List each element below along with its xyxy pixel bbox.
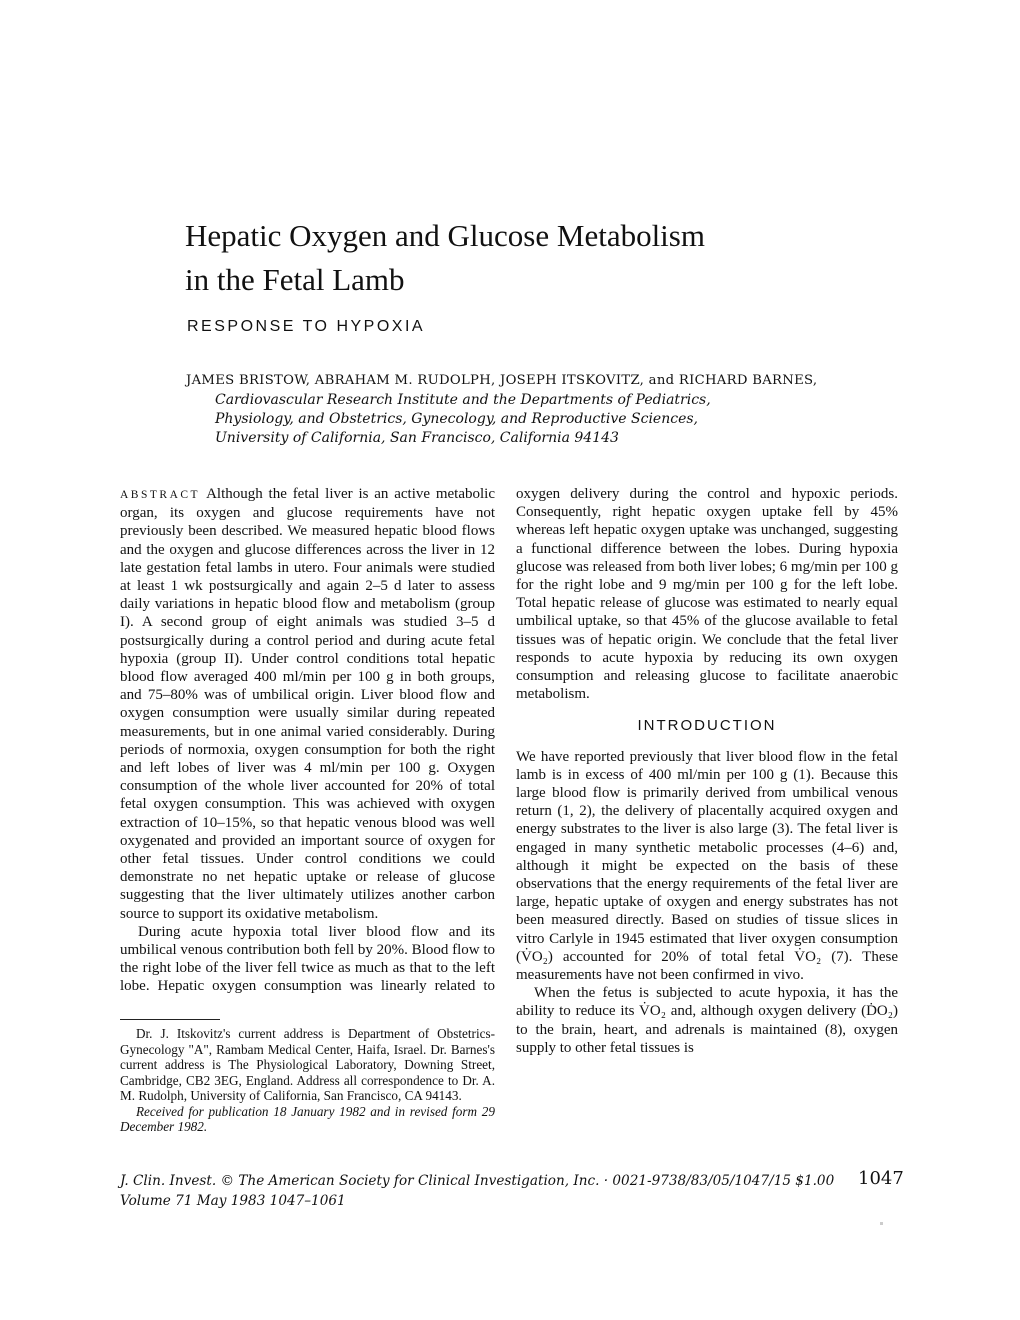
article-title [185, 214, 705, 302]
abstract-label: ABSTRACT [120, 489, 201, 501]
introduction-paragraph-2: When the fetus is subjected to acute hypoxia, it has the ability to reduce its V̇O₂ and, although oxygen delivery (ḊO₂) to the brain, heart, and adrenals is maintained (8), oxygen supply to other fetal tissues is [516, 985, 898, 1056]
footnote-received-text: Received for publication 18 January 1982 and in revised form 29 December 1982. [120, 1103, 495, 1134]
title-line-1: Hepatic Oxygen and Glucose Metabolism [185, 218, 705, 253]
footnote-address: Dr. J. Itskovitz's current address is Department of Obstetrics-Gynecology "A", Rambam Medical Center, Haifa, Israel. Dr. Barnes's current address is The Physiological Laboratory, Downing Street, Cambridge, CB2 3EG, England. Address all correspondence to Dr. A. M. Rudolph, University of California, San Francisco, CA 94143. [120, 1026, 495, 1103]
article-subtitle: RESPONSE TO HYPOXIA [187, 318, 426, 335]
affiliation-line: University of California, San Francisco, California 94143 [215, 430, 619, 446]
title-line-2: in the Fetal Lamb [185, 262, 405, 297]
footnote-divider [120, 1019, 220, 1020]
scan-speck [880, 1222, 883, 1225]
affiliation-line: Physiology, and Obstetrics, Gynecology, and Reproductive Sciences, [215, 411, 698, 427]
abstract-paragraph-2: During acute hypoxia total liver blood flow and its umbilical venous contribution both fell by 20%. Blood flow to the right lobe of the liver fell twice as much as that to the left lobe. Hepatic oxygen consumption was linearly related to [120, 923, 495, 995]
abstract-text-1: Although the fetal liver is an active metabolic organ, its oxygen and glucose requirements have not previously been described. We measured hepatic blood flows and the oxygen and glucose differences across the liver in 12 late gestation fetal lambs in utero. Four animals were studied at least 1 wk postsurgically and again 2–5 d later to assess daily variations in hepatic blood flow and metabolism (group I). A second group of eight animals was studied 3–5 d postsurgically during a control period and during acute fetal hypoxia (group II). Under control conditions total hepatic blood flow averaged 400 ml/min per 100 g in both groups, and 75–80% was of umbilical origin. Liver blood flow and oxygen consumption were usually similar during repeated measurements, but in one animal varied considerably. During periods of normoxia, oxygen consumption for both the right and left lobes of liver was 4 ml/min per 100 g. Oxygen consumption of the whole liver accounted for 20% of total fetal oxygen consumption. This was achieved with oxygen extraction of 10–15%, so that hepatic venous blood was well oxygenated and provided an important source of oxygen for other fetal tissues. Under control conditions we could demonstrate no net hepatic uptake or release of glucose suggesting that the liver ultimately utilizes another carbon source to support its oxidative metabolism. [120, 486, 495, 922]
page-number: 1047 [858, 1168, 904, 1189]
author-list: JAMES BRISTOW, ABRAHAM M. RUDOLPH, JOSEPH ITSKOVITZ, and RICHARD BARNES, [186, 373, 818, 388]
section-heading-introduction: INTRODUCTION [637, 717, 777, 735]
journal-citation: J. Clin. Invest. © The American Society for Clinical Investigation, Inc. · 0021-9738/83/05/1047/15 $1.00 [120, 1173, 835, 1189]
left-column [120, 485, 495, 996]
footnote-block [120, 1026, 495, 1135]
abstract-paragraph-2-continued: oxygen delivery during the control and hypoxic periods. Consequently, right hepatic oxygen uptake fell by 45% whereas left hepatic oxygen uptake was unchanged, suggesting a functional difference between the lobes. During hypoxia glucose was released from both liver lobes; 6 mg/min per 100 g for the right lobe and 9 mg/min per 100 g for the left lobe. Total hepatic release of glucose was estimated to nearly equal umbilical uptake, so that 45% of the glucose available to fetal tissues was of hepatic origin. We conclude that the fetal liver responds to acute hypoxia by reducing its own oxygen consumption and releasing glucose to facilitate anaerobic metabolism. [516, 486, 898, 703]
footnote-received [120, 1104, 495, 1135]
right-column [516, 485, 898, 1057]
introduction-paragraph-1: We have reported previously that liver blood flow in the fetal lamb is in excess of 400 ml/min per 100 g (1). Because this large blood flow is primarily derived from umbilical venous return (1, 2), the delivery of placentally acquired oxygen and energy substrates to the liver is also large (3). The fetal liver is engaged in many synthetic metabolic processes (4–6) and, although it might be expected on the basis of these observations that the energy requirements of the fetal liver are large, hepatic uptake of oxygen and energy substrates has not been measured directly. Based on studies of tissue slices in vitro Carlyle in 1945 estimated that liver oxygen consumption (V̇O₂) accounted for 20% of total fetal V̇O₂ (7). These measurements have not been confirmed in vivo. [516, 748, 898, 984]
affiliation [215, 391, 711, 448]
affiliation-line: Cardiovascular Research Institute and the Departments of Pediatrics, [215, 392, 711, 408]
journal-volume: Volume 71 May 1983 1047–1061 [120, 1193, 346, 1209]
abstract-paragraph-1 [120, 485, 495, 923]
